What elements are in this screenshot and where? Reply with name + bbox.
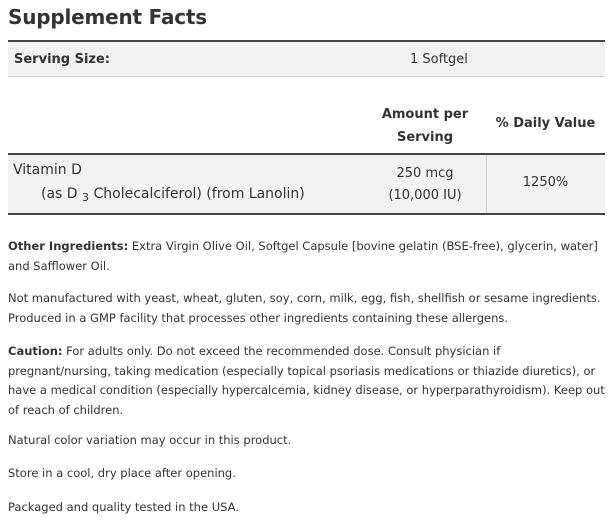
other-ingredients-text: Extra Virgin Olive Oil, Softgel Capsule [bovine gelatin (BSE-free), glycerin, water] and Safflower Oil. bbox=[8, 239, 598, 273]
nutrient-name: Vitamin D bbox=[13, 162, 82, 178]
nutrient-amount-mcg: 250 mcg bbox=[396, 166, 454, 181]
daily-value-header: % Daily Value bbox=[495, 116, 596, 131]
page-title: Supplement Facts bbox=[8, 5, 207, 29]
serving-size-label: Serving Size: bbox=[14, 52, 111, 67]
amount-header-line1: Amount per bbox=[381, 107, 469, 122]
storage-note: Store in a cool, dry place after opening. bbox=[8, 466, 236, 480]
allergen-note: Not manufactured with yeast, wheat, gluten, soy, corn, milk, egg, fish, shellfish or sesame ingredients. Produced in a GMP facility that processes other ingredients containing these allergens. bbox=[8, 291, 601, 325]
color-variation-note: Natural color variation may occur in this product. bbox=[8, 433, 292, 447]
serving-size-value: 1 Softgel bbox=[410, 52, 468, 67]
caution-label: Caution: bbox=[8, 344, 63, 358]
nutrient-amount-iu: (10,000 IU) bbox=[388, 188, 462, 203]
nutrient-source-suffix: Cholecalciferol) (from Lanolin) bbox=[93, 186, 305, 202]
other-ingredients bbox=[8, 237, 605, 276]
nutrient-source-subscript: 3 bbox=[82, 191, 90, 204]
caution-text: For adults only. Do not exceed the recommended dose. Consult physician if pregnant/nursing, taking medication (especially topical psoriasis medications or thiazide diuretics), or have a medical condition (especially hypercalcemia, kidney disease, or hyperparathyroidism). Keep out of reach of children. bbox=[8, 344, 605, 417]
caution-note bbox=[8, 342, 605, 420]
nutrient-source bbox=[41, 186, 305, 202]
serving-size-row bbox=[8, 42, 605, 77]
nutrient-source-prefix: (as D bbox=[41, 186, 78, 202]
nutrient-row-vitamin-d bbox=[8, 155, 605, 213]
amount-per-serving-header bbox=[375, 103, 475, 149]
other-ingredients-label: Other Ingredients: bbox=[8, 239, 129, 253]
amount-header-line2: Serving bbox=[396, 130, 454, 145]
origin-note: Packaged and quality tested in the USA. bbox=[8, 500, 239, 514]
nutrient-amount bbox=[375, 163, 475, 207]
table-bottom-rule bbox=[8, 213, 605, 215]
nutrient-daily-value: 1250% bbox=[522, 175, 569, 190]
